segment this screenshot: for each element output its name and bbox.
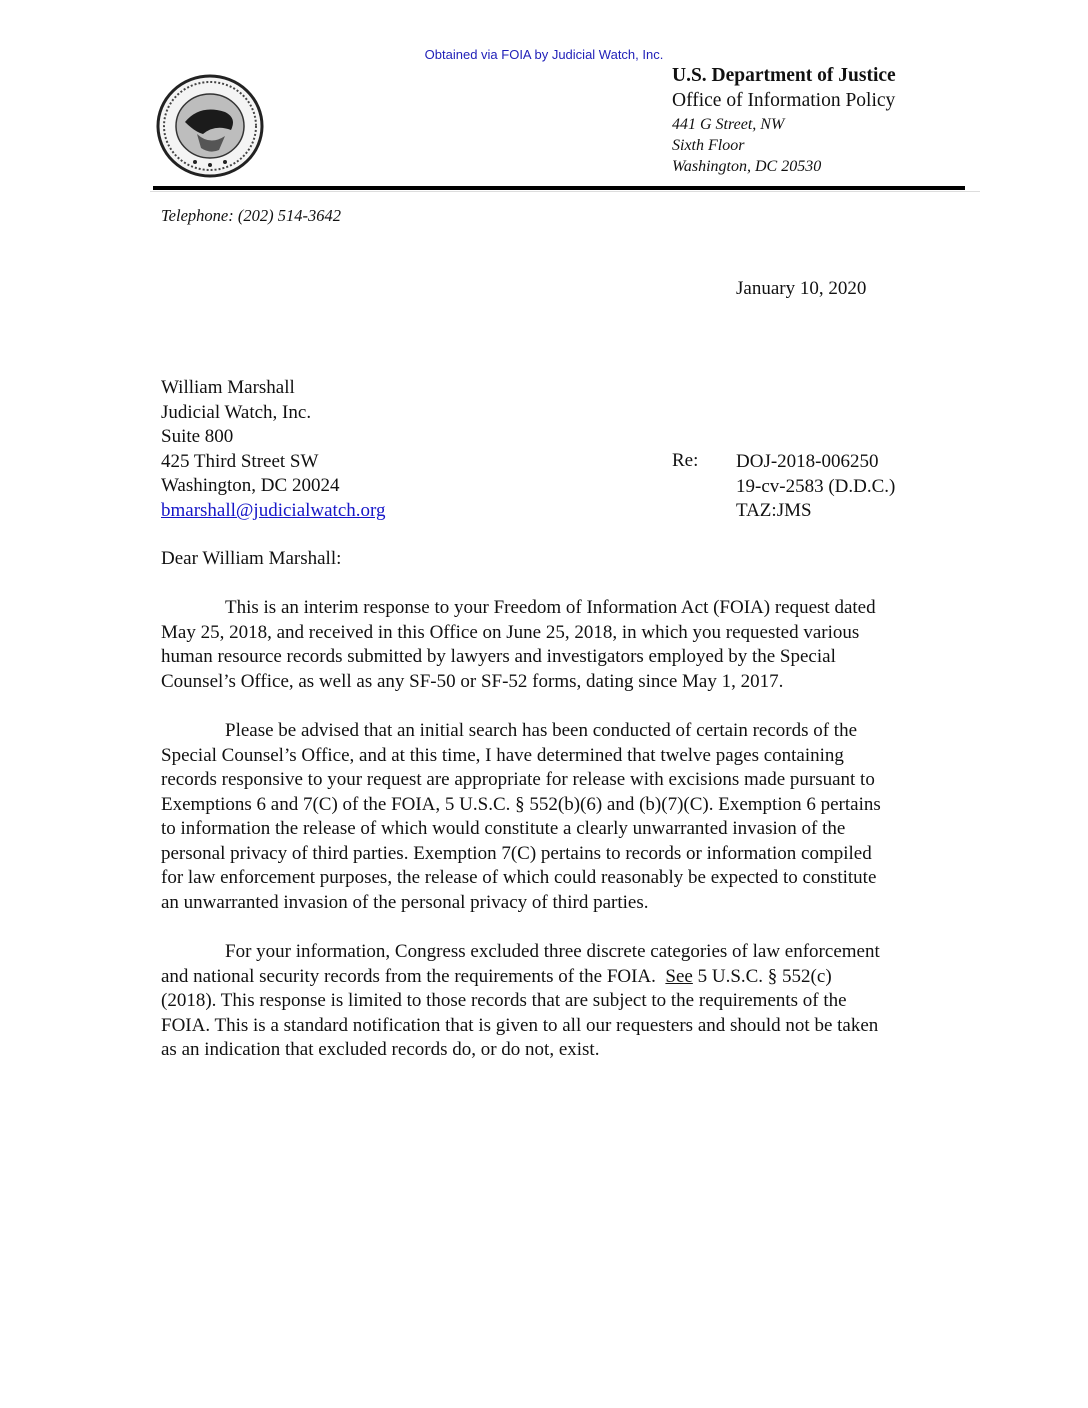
recipient-email-link[interactable]: bmarshall@judicialwatch.org <box>161 499 386 521</box>
case-number: 19-cv-2583 (D.D.C.) <box>736 475 896 497</box>
paragraph-line: human resource records submitted by lawyers and investigators employed by the Special <box>161 646 836 667</box>
recipient-street: 425 Third Street SW <box>161 450 319 472</box>
agency-address-line: Sixth Floor <box>672 137 745 154</box>
recipient-address <box>161 376 386 524</box>
body-paragraph <box>161 596 981 694</box>
paragraph-line: Counsel’s Office, as well as any SF-50 or SF-52 forms, dating since May 1, 2017. <box>161 670 784 692</box>
recipient-organization: Judicial Watch, Inc. <box>161 401 312 423</box>
paragraph-line: records responsive to your request are appropriate for release with excisions made pursuant to <box>161 769 875 790</box>
paragraph-line: an unwarranted invasion of the personal privacy of third parties. <box>161 891 649 913</box>
salutation: Dear William Marshall: <box>161 548 342 569</box>
letterhead <box>672 66 896 177</box>
paragraph-line: as an indication that excluded records do, or do not, exist. <box>161 1039 600 1060</box>
recipient-name: William Marshall <box>161 377 295 398</box>
paragraph-line: This is an interim response to your Freedom of Information Act (FOIA) request dated <box>225 597 876 618</box>
doj-seal-icon <box>155 74 265 178</box>
paragraph-line: For your information, Congress excluded three discrete categories of law enforcement <box>225 941 880 962</box>
reference-numbers <box>736 450 895 524</box>
paragraph-line: to information the release of which would constitute a clearly unwarranted invasion of the <box>161 818 846 839</box>
letterhead-divider-shadow <box>150 191 980 192</box>
request-number: DOJ-2018-006250 <box>736 451 879 472</box>
reference-initials: TAZ:JMS <box>736 500 812 522</box>
paragraph-line: Special Counsel’s Office, and at this time, I have determined that twelve pages containing <box>161 744 844 766</box>
telephone: Telephone: (202) 514-3642 <box>161 206 341 225</box>
office-name: Office of Information Policy <box>672 89 896 111</box>
paragraph-text: and national security records from the requirements of the FOIA. <box>161 965 666 987</box>
department-name: U.S. Department of Justice <box>672 65 896 86</box>
paragraph-line: personal privacy of third parties. Exemption 7(C) pertains to records or information compiled <box>161 842 872 864</box>
paragraph-line: FOIA. This is a standard notification that is given to all our requesters and should not be taken <box>161 1014 879 1036</box>
recipient-suite: Suite 800 <box>161 426 234 448</box>
paragraph-line: (2018). This response is limited to those records that are subject to the requirements of the <box>161 990 847 1011</box>
paragraph-line: Please be advised that an initial search has been conducted of certain records of the <box>225 720 858 741</box>
see-signal: See <box>665 965 693 987</box>
paragraph-line: May 25, 2018, and received in this Office on June 25, 2018, in which you requested various <box>161 621 860 643</box>
letterhead-divider <box>153 186 965 190</box>
foia-watermark: Obtained via FOIA by Judicial Watch, Inc. <box>424 47 664 62</box>
paragraph-line: Exemptions 6 and 7(C) of the FOIA, 5 U.S.C. § 552(b)(6) and (b)(7)(C). Exemption 6 pertains <box>161 793 881 815</box>
paragraph-line <box>161 965 981 990</box>
letter-date: January 10, 2020 <box>736 278 867 299</box>
body-paragraph <box>161 940 981 1063</box>
reference-label: Re: <box>672 450 699 471</box>
agency-address-line: Washington, DC 20530 <box>672 158 822 175</box>
paragraph-line: for law enforcement purposes, the release of which could reasonably be expected to constitute <box>161 867 877 888</box>
body-paragraph <box>161 719 981 915</box>
agency-address-line: 441 G Street, NW <box>672 116 785 133</box>
recipient-city: Washington, DC 20024 <box>161 475 340 497</box>
citation: 5 U.S.C. § 552(c) <box>692 965 832 987</box>
